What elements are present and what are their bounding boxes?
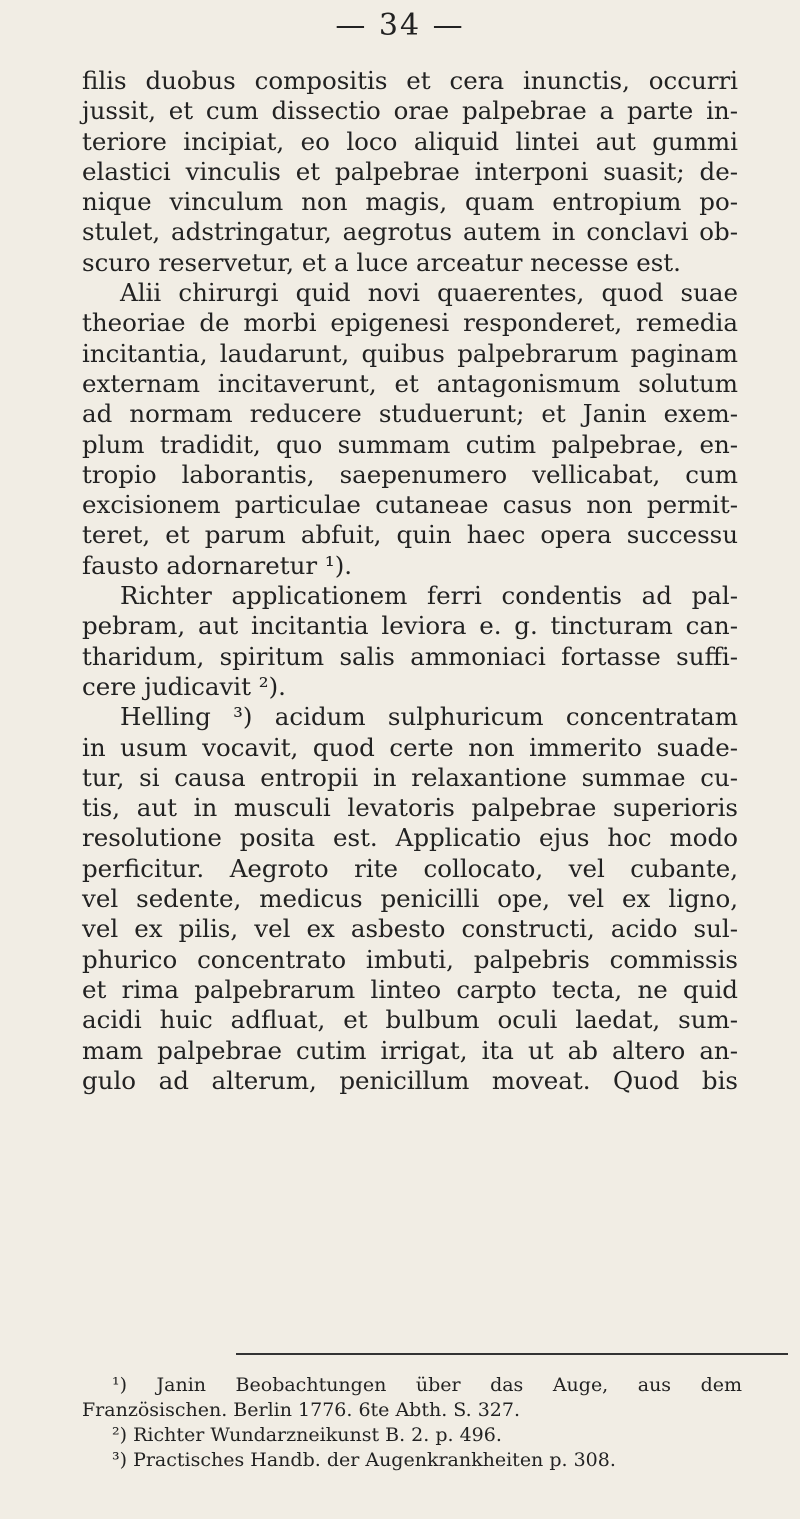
text-line: perficitur. Aegroto rite collocato, vel cubante, [82,853,738,883]
text-line: teriore incipiat, eo loco aliquid lintei aut gummi [82,126,738,156]
text-line: scuro reservetur, et a luce arceatur necesse est. [82,247,681,277]
text-line: Alii chirurgi quid novi quaerentes, quod suae [120,278,738,308]
text-line: incitantia, laudarunt, quibus palpebrarum paginam [82,338,738,368]
text-line: phurico concentrato imbuti, palpebris commissis [82,944,738,974]
text-line: tropio laborantis, saepenumero vellicabat, cum [82,459,738,489]
text-line: teret, et parum abfuit, quin haec opera successu [82,520,738,550]
text-line: et rima palpebrarum linteo carpto tecta, ne quid [82,974,738,1004]
text-line: tharidum, spiritum salis ammoniaci fortasse suffi- [82,641,738,671]
text-line: gulo ad alterum, penicillum moveat. Quod bis [82,1065,738,1095]
footnote-line: Französischen. Berlin 1776. 6te Abth. S. 327. [82,1399,521,1421]
text-line: vel ex pilis, vel ex asbesto constructi, acido sul- [82,914,738,944]
footnote-rule [236,1353,788,1355]
text-line: acidi huic adfluat, et bulbum oculi laedat, sum- [82,1005,738,1035]
text-line: theoriae de morbi epigenesi responderet, remedia [82,308,738,338]
text-line: pebram, aut incitantia leviora e. g. tincturam can- [82,611,738,641]
text-line: tur, si causa entropii in relaxantione summae cu- [82,762,738,792]
text-line: externam incitaverunt, et antagonismum solutum [82,368,738,398]
footnote-line: ³) Practisches Handb. der Augenkrankheiten p. 308. [112,1449,616,1471]
footnotes [82,1373,742,1473]
page-number: — 34 — [335,8,465,43]
text-line: fausto adornaretur ¹). [82,550,353,580]
text-line: mam palpebrae cutim irrigat, ita ut ab altero an- [82,1035,738,1065]
main-text [82,66,738,1096]
text-line: cere judicavit ²). [82,671,286,701]
text-line: jussit, et cum dissectio orae palpebrae a parte in- [82,96,738,126]
text-line: tis, aut in musculi levatoris palpebrae superioris [82,793,738,823]
text-line: plum tradidit, quo summam cutim palpebrae, en- [82,429,738,459]
text-line: filis duobus compositis et cera inunctis, occurri [82,66,738,95]
footnote-line: ²) Richter Wundarzneikunst B. 2. p. 496. [112,1424,502,1446]
text-line: resolutione posita est. Applicatio ejus hoc modo [82,823,738,853]
text-line: excisionem particulae cutaneae casus non permit- [82,490,738,520]
text-line: nique vinculum non magis, quam entropium po- [82,187,738,217]
text-line: ad normam reducere studuerunt; et Janin exem- [82,399,738,429]
text-line: in usum vocavit, quod certe non immerito suade- [82,732,738,762]
text-line: vel sedente, medicus penicilli ope, vel ex ligno, [82,884,738,914]
text-line: stulet, adstringatur, aegrotus autem in conclavi ob- [82,217,738,247]
text-line: Helling ³) acidum sulphuricum concentratam [120,702,738,732]
text-line: elastici vinculis et palpebrae interponi suasit; de- [82,156,738,186]
footnote-line: ¹) Janin Beobachtungen über das Auge, aus dem [112,1374,742,1396]
text-line: Richter applicationem ferri condentis ad pal- [120,581,738,611]
